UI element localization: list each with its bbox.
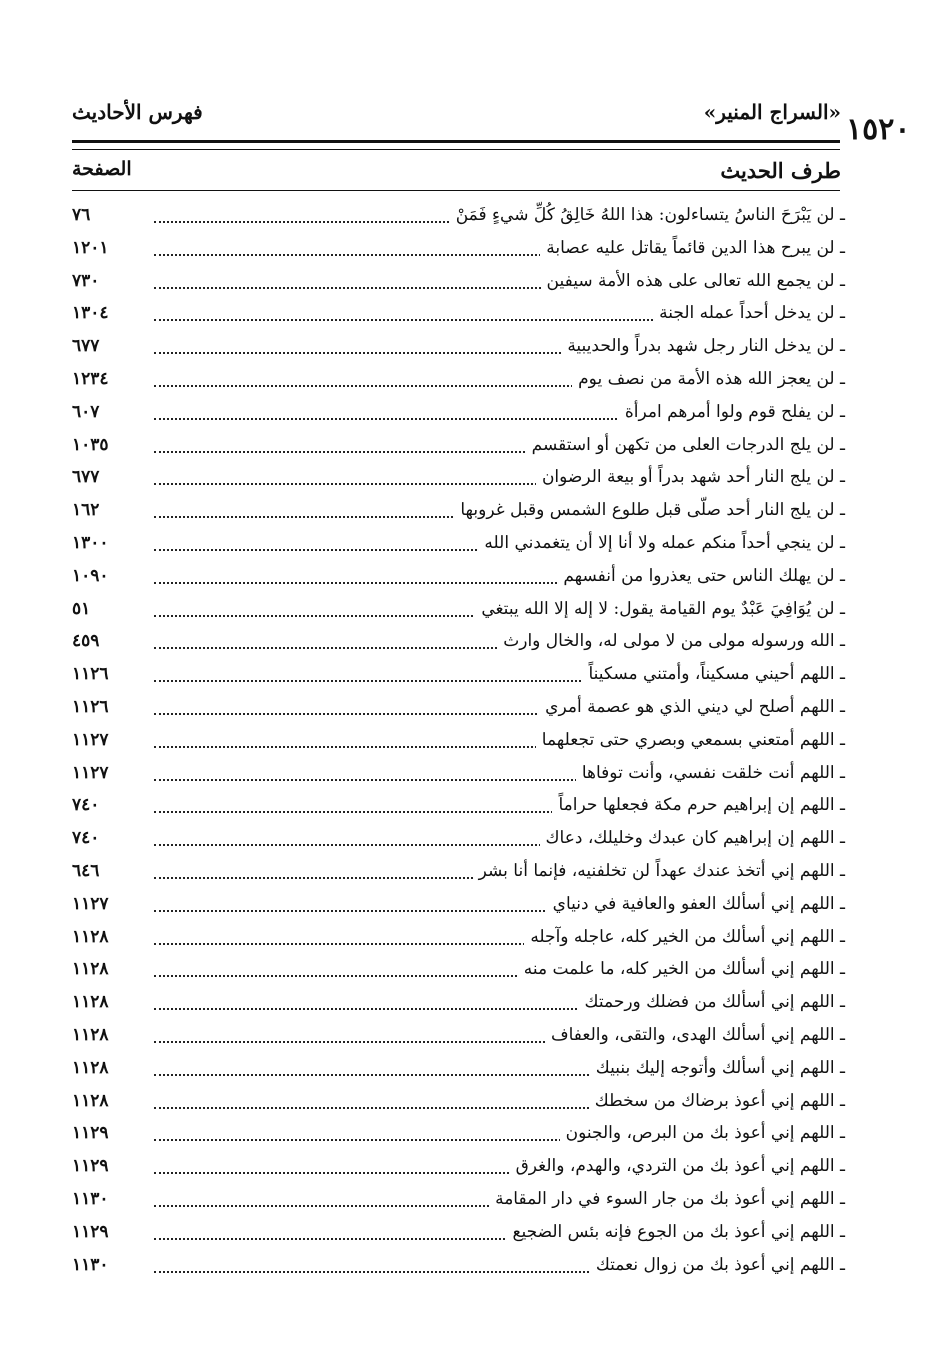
page-reference: ١١٢٧ [72,729,109,750]
page-reference: ١١٢٧ [72,893,109,914]
hadith-text: ـ لن ينجي أحداً منكم عمله ولا أنا إلا أن يتغمدني الله [478,533,845,553]
index-entry [72,1088,845,1121]
hadith-text: ـ اللهم إني أعوذ بك من التردي، والهدم، والغرق [510,1156,845,1176]
hadith-index-list [72,202,845,1284]
hadith-text: ـ اللهم إني أسألك وأتوجه إليك بنبيك [590,1058,845,1078]
hadith-text: ـ لن يُوَافِيَ عَبْدٌ يوم القيامة يقول: لا إله إلا الله يبتغي [475,599,845,619]
index-entry [72,202,845,235]
page-reference: ١١٣٠ [72,1254,109,1275]
index-entry [72,268,845,301]
index-entry [72,858,845,891]
page-reference: ٤٥٩ [72,631,100,652]
index-entry [72,366,845,399]
page-reference: ١١٢٨ [72,1024,109,1045]
hadith-text: ـ اللهم إني أتخذ عندك عهداً لن تخلفنيه، فإنما أنا بشر [473,861,845,881]
hadith-text: ـ اللهم أمتعني بسمعي وبصري حتى تجعلهما [536,730,845,750]
index-entry [72,628,845,661]
hadith-text: ـ اللهم أحيني مسكيناً، وأمتني مسكيناً [583,664,846,684]
index-entry [72,333,845,366]
hadith-text: ـ لن يجمع الله تعالى على هذه الأمة سيفين [541,271,845,291]
page-reference: ١١٢٩ [72,1156,109,1177]
page-reference: ٦٠٧ [72,401,100,422]
hadith-text: ـ لن يدخل أحداً عمله الجنة [653,303,845,323]
column-header-hadith: طرف الحديث [720,158,841,183]
index-entry [72,825,845,858]
hadith-text: ـ لن يهلك الناس حتى يعذروا من أنفسهم [557,566,845,586]
page-reference: ١٢٠١ [72,237,109,258]
index-entry [72,694,845,727]
page-reference: ١١٢٨ [72,1057,109,1078]
page-reference: ١٣٠٤ [72,303,109,324]
hadith-text: ـ اللهم إني أعوذ بك من البرص، والجنون [560,1123,845,1143]
hadith-text: ـ اللهم إني أعوذ بك من زوال نعمتك [590,1255,845,1275]
index-entry [72,464,845,497]
hadith-text: ـ لن يبرح هذا الدين قائماً يقاتل عليه عصابة [540,238,845,258]
hadith-text: ـ اللهم إني أسألك العفو والعافية في دنياي [547,894,845,914]
index-entry [72,1186,845,1219]
index-entry [72,891,845,924]
index-entry [72,924,845,957]
page-reference: ١٠٣٥ [72,434,109,455]
page-reference: ١١٢٩ [72,1221,109,1242]
index-entry [72,235,845,268]
page-reference: ٧٣٠ [72,270,100,291]
index-entry [72,530,845,563]
hadith-text: ـ اللهم إني أسألك الهدى، والتقى، والعفاف [545,1025,845,1045]
hadith-text: ـ اللهم إني أسألك من الخير كله، ما علمت منه [518,959,845,979]
hadith-text: ـ اللهم أصلح لي ديني الذي هو عصمة أمري [539,697,845,717]
hadith-text: ـ اللهم إني أعوذ برضاك من سخطك [589,1091,845,1111]
index-entry [72,432,845,465]
page-reference: ١٦٢ [72,500,100,521]
index-entry [72,399,845,432]
page-number: ١٥٢٠ [846,112,911,147]
page-reference: ١١٢٨ [72,926,109,947]
index-entry [72,300,845,333]
hadith-text: ـ لن يعجز الله هذه الأمة من نصف يوم [572,369,845,389]
index-entry [72,497,845,530]
column-header-page: الصفحة [72,158,132,180]
page-reference: ١١٢٦ [72,696,109,717]
hadith-text: ـ اللهم أنت خلقت نفسي، وأنت توفاها [576,763,845,783]
index-entry [72,1153,845,1186]
page-reference: ٦٤٦ [72,860,100,881]
hadith-text: ـ لن يَبْرَحَ الناسُ يتساءلون: هذا اللهُ خَالِقُ كُلِّ شيءٍ فَمَنْ [450,205,845,225]
section-title: فهرس الأحاديث [72,100,203,124]
hadith-text: ـ اللهم إني أسألك من فضلك ورحمتك [579,992,845,1012]
index-entry [72,563,845,596]
page-reference: ١١٢٨ [72,992,109,1013]
page-reference: ١١٢٦ [72,664,109,685]
index-entry [72,1055,845,1088]
header-divider-thick [72,140,840,143]
index-entry [72,661,845,694]
hadith-text: ـ اللهم إن إبراهيم حرم مكة فجعلها حراماً [552,795,845,815]
index-entry [72,956,845,989]
page-reference: ١٣٠٠ [72,532,109,553]
hadith-text: ـ لن يلج النار أحد صلّى قبل طلوع الشمس وقبل غروبها [454,500,845,520]
hadith-text: ـ لن يلج النار أحد شهد بدراً أو بيعة الرضوان [536,467,845,487]
page-reference: ١١٣٠ [72,1188,109,1209]
page-reference: ٧٤٠ [72,795,100,816]
hadith-text: ـ اللهم إن إبراهيم كان عبدك وخليلك، دعاك [540,828,845,848]
page-reference: ٥١ [72,598,91,619]
index-entry [72,596,845,629]
hadith-text: ـ لن يلج الدرجات العلى من تكهن أو استقسم [526,435,845,455]
index-entry [72,1219,845,1252]
page-reference: ٦٧٧ [72,467,100,488]
page-reference: ٦٧٧ [72,336,100,357]
index-entry [72,989,845,1022]
header-divider-thin [72,149,840,150]
page-reference: ١٢٣٤ [72,368,109,389]
page-reference: ١١٢٧ [72,762,109,783]
page-reference: ٧٦ [72,205,91,225]
hadith-text: ـ اللهم إني أعوذ بك من الجوع فإنه بئس الضجيع [506,1222,845,1242]
index-entry [72,760,845,793]
page-reference: ١١٢٩ [72,1123,109,1144]
book-title: «السراج المنير» [703,100,841,124]
index-entry [72,1252,845,1285]
hadith-text: ـ الله ورسوله مولى من لا مولى له، والخال وارث [497,631,845,651]
index-entry [72,1120,845,1153]
index-entry [72,792,845,825]
column-header-divider [72,190,840,191]
page-reference: ١١٢٨ [72,959,109,980]
page-reference: ١١٢٨ [72,1090,109,1111]
index-entry [72,727,845,760]
page-reference: ١٠٩٠ [72,565,109,586]
hadith-text: ـ لن يدخل النار رجل شهد بدراً والحديبية [561,336,845,356]
index-entry [72,1022,845,1055]
hadith-text: ـ اللهم إني أعوذ بك من جار السوء في دار المقامة [489,1189,845,1209]
page-reference: ٧٤٠ [72,828,100,849]
hadith-text: ـ اللهم إني أسألك من الخير كله، عاجله وآجله [524,927,845,947]
hadith-text: ـ لن يفلح قوم ولوا أمرهم امرأة [619,402,845,422]
